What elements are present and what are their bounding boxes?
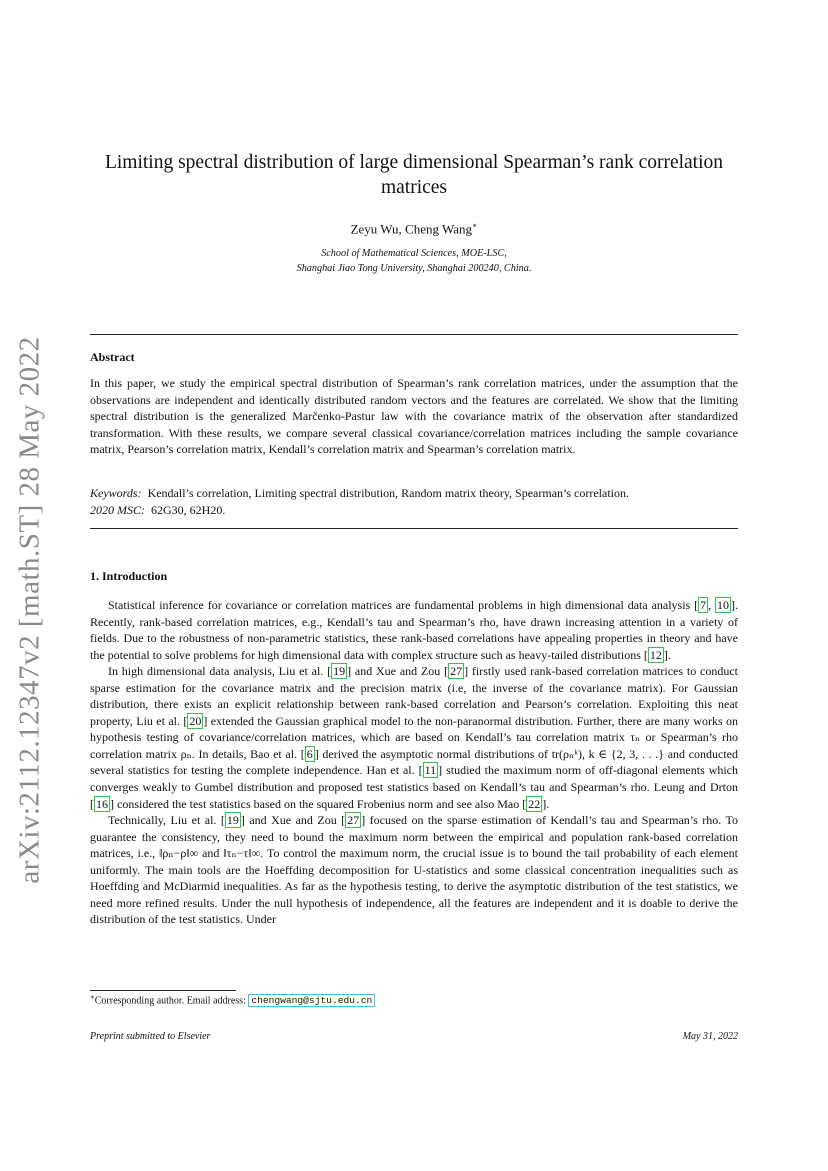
citation-link[interactable]: 27 [347, 813, 360, 828]
citation-link[interactable]: 19 [226, 813, 239, 828]
paragraph-2: In high dimensional data analysis, Liu et al. [ 19 ] and Xue and Zou [ 27 ] firstly used rank-based correlation matrices to conduct sparse estimation for the covariance matrix and the precision matrix (i.e, the inverse of the covariance matrix). For Gaussian distribution, there exists an explicit relationship between rank-based correlation and Pearson’s correlation. Exploiting this neat property, Liu et al. [ 20 ] extended the Gaussian graphical model to the non-paranormal distribution. Further, there are many works on hypothesis testing of covariance/correlation matrices, which are based on Kendall’s tau correlation matrix τₙ or Spearman’s rho correlation matrix ρₙ. In details, Bao et al. [ 6 ] derived the asymptotic normal distributions of tr(ρₙᵏ), k ∈ {2, 3, . . .} and conducted several statistics for testing the complete independence. Han et al. [ 11 ] studied the maximum norm of off-diagonal elements which converges weakly to Gumbel distribution and proposed test statistics based on Kendall’s tau and Spearman’s rho. Leung and Drton [ 16 ] considered the test statistics based on the squared Frobenius norm and see also Mao [ 22 ]. [90, 664, 739, 811]
author-footnote-mark: ∗ [472, 221, 478, 230]
paper-title: Limiting spectral distribution of large dimensional Spearman’s rank correlation matrices [104, 152, 724, 198]
citation-link[interactable]: 6 [306, 746, 313, 761]
keywords-block [90, 485, 738, 518]
citation-link[interactable]: 12 [649, 647, 662, 662]
citation-link[interactable]: 10 [717, 598, 729, 612]
footer-date: May 31, 2022 [682, 1031, 738, 1042]
citation-link[interactable]: 27 [450, 664, 463, 679]
affiliation-line-2: Shanghai Jiao Tong University, Shanghai 200240, China. [296, 263, 532, 274]
author-names: Zeyu Wu, Cheng Wang [350, 221, 472, 237]
arxiv-sidebar-stamp [4, 336, 56, 884]
affiliation [90, 246, 738, 276]
keywords-text: Kendall’s correlation, Limiting spectral distribution, Random matrix theory, Spearman’s correlation. [147, 486, 629, 500]
citation-link[interactable]: 22 [528, 796, 541, 811]
footer-preprint-note: Preprint submitted to Elsevier [90, 1031, 211, 1042]
keywords-label: Keywords: [90, 486, 142, 500]
email-link[interactable]: chengwang@sjtu.edu.cn [248, 994, 375, 1007]
section-heading-introduction: 1. Introduction [90, 569, 168, 583]
footnote-rule [90, 990, 236, 991]
citation-link[interactable]: 19 [333, 664, 346, 679]
citation-link[interactable]: 7 [700, 598, 707, 612]
abstract-top-rule [90, 334, 738, 335]
affiliation-line-1: School of Mathematical Sciences, MOE-LSC, [321, 248, 507, 259]
citation-link[interactable]: 20 [189, 713, 202, 728]
introduction-body [90, 597, 738, 928]
paragraph-1: Statistical inference for covariance or correlation matrices are fundamental problems in high dimensional data analysis [ 7 , 10 ]. Recently, rank-based correlation matrices, e.g., Kendall’s tau and Spearman’s rho, have drawn increasing attention in a variety of fields. Due to the robustness of non-parametric statistics, these rank-based correlations have appealing properties in theory and have the potential to solve problems for high dimensional data with complex structure such as heavy-tailed distributions [ 12 ]. [90, 598, 738, 662]
arxiv-identifier: arXiv:2112.12347v2 [math.ST] 28 May 2022 [13, 336, 46, 884]
footnote-mark: ∗ [90, 993, 95, 1001]
msc-label: 2020 MSC: [90, 502, 145, 517]
abstract-bottom-rule [90, 528, 738, 529]
citation-link[interactable]: 16 [96, 796, 108, 811]
paragraph-3: Technically, Liu et al. [ 19 ] and Xue and Zou [ 27 ] focused on the sparse estimation of Kendall’s tau and Spearman’s rho. To guarantee the consistency, they need to bound the maximum norm between the empirical and population rank-based correlation matrices, i.e., ‖ρₙ−ρ‖∞ and ‖τₙ−τ‖∞. To control the maximum norm, the crucial issue is to bound the tail probability of each element uniformly. The main tools are the Hoeffding decomposition for U-statistics and some classical concentration inequalities such as Hoeffding and McDiarmid inequalities. As far as the hypothesis testing, to derive the asymptotic distribution of the test statistics, we need more refined results. Under the null hypothesis of independence, all the features are independent and it is doable to derive the distribution of the test statistics. Under [90, 813, 738, 927]
citation-link[interactable]: 11 [424, 763, 437, 778]
author-line [90, 221, 738, 237]
abstract-heading: Abstract [90, 350, 135, 364]
abstract-text: In this paper, we study the empirical spectral distribution of Spearman’s rank correlation matrices, under the assumption that the observations are independent and identically distributed random vectors and the features are correlated. We show that the limiting spectral distribution is the generalized Marčenko-Pastur law with the covariance matrix of the observation after standardized transformation. With these results, we compare several classical covariance/correlation matrices including the sample covariance matrix, Pearson’s correlation matrix, Kendall’s correlation matrix and Spearman’s correlation matrix. [90, 376, 738, 457]
msc-codes: 62G30, 62H20. [151, 502, 226, 517]
footnote [90, 993, 375, 1006]
footnote-text: Corresponding author. Email address: [94, 995, 249, 1007]
